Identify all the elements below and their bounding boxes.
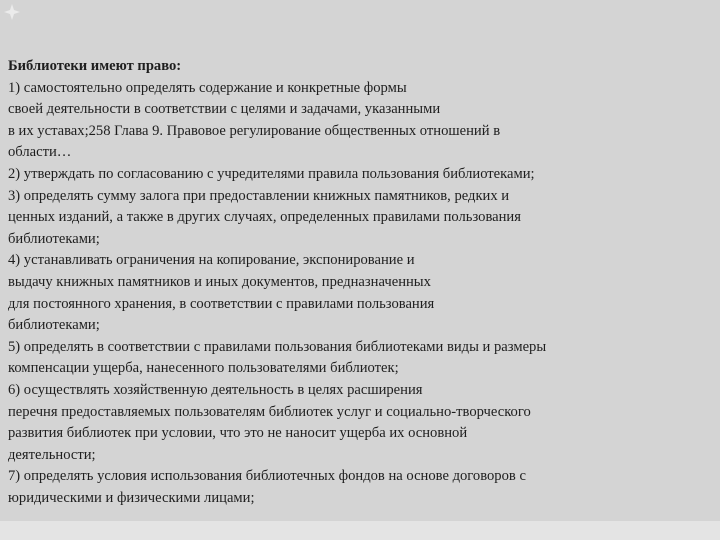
text-line: 4) устанавливать ограничения на копирование, экспонирование и <box>8 252 415 269</box>
text-line: библиотеками; <box>8 317 100 334</box>
text-line: 6) осуществлять хозяйственную деятельность в целях расширения <box>8 381 423 398</box>
text-line: развития библиотек при условии, что это не наносит ущерба их основной <box>8 425 468 442</box>
text-line: 2) утверждать по согласованию с учредителями правила пользования библиотеками; <box>8 165 535 182</box>
text-line: области… <box>8 144 72 161</box>
text-line: 1) самостоятельно определять содержание и конкретные формы <box>8 79 407 96</box>
slide-heading: Библиотеки имеют право: <box>8 58 182 74</box>
text-line: юридическими и физическими лицами; <box>8 489 255 506</box>
text-line: 7) определять условия использования библиотечных фондов на основе договоров с <box>8 468 526 485</box>
text-line: для постоянного хранения, в соответствии с правилами пользования <box>8 295 435 312</box>
text-line: своей деятельности в соответствии с целями и задачами, указанными <box>8 101 441 118</box>
text-line: библиотеками; <box>8 230 100 247</box>
text-line: выдачу книжных памятников и иных документов, предназначенных <box>8 273 431 290</box>
text-line: 3) определять сумму залога при предоставлении книжных памятников, редких и <box>8 187 510 204</box>
corner-ornament-icon <box>3 3 21 21</box>
text-line: 5) определять в соответствии с правилами пользования библиотеками виды и размеры <box>8 338 547 355</box>
slide-footer-band <box>0 521 720 540</box>
slide-text-block <box>8 56 714 509</box>
text-line: ценных изданий, а также в других случаях, определенных правилами пользования <box>8 209 521 226</box>
text-line: деятельности; <box>8 446 96 463</box>
text-line: компенсации ущерба, нанесенного пользователями библиотек; <box>8 360 399 377</box>
text-line: в их уставах;258 Глава 9. Правовое регулирование общественных отношений в <box>8 122 501 139</box>
text-line: перечня предоставляемых пользователям библиотек услуг и социально-творческого <box>8 403 531 420</box>
